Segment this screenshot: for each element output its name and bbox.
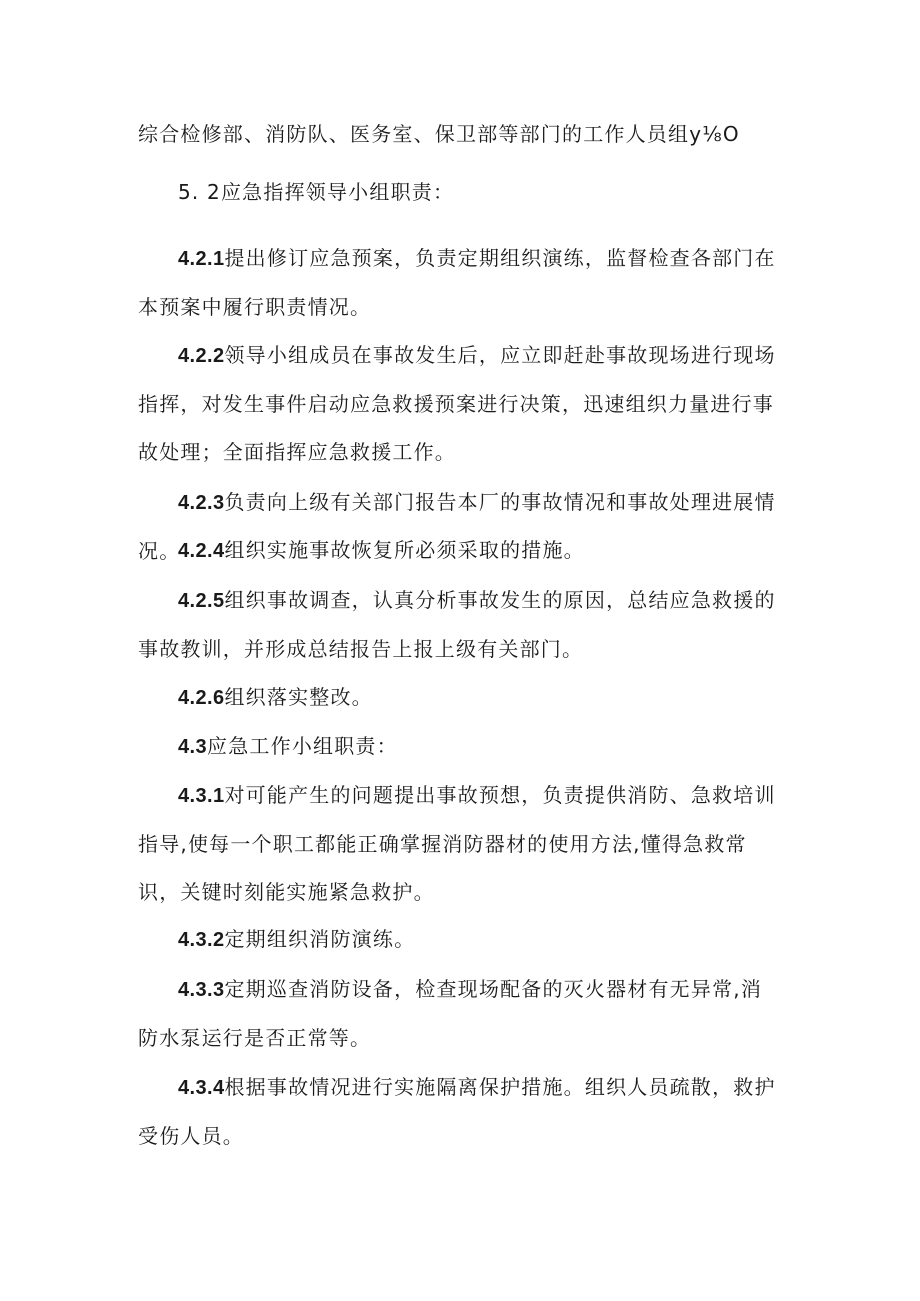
- clause-number: 4.3: [178, 736, 208, 758]
- paragraph-4-3-3: [138, 965, 782, 1062]
- clause-number: 4.2.1: [178, 248, 225, 270]
- paragraph-4-2-4: [138, 526, 782, 575]
- paragraph-4-2-2: [138, 331, 782, 476]
- paragraph-text: 应急工作小组职责：: [207, 734, 398, 758]
- clause-number: 4.2.5: [178, 590, 225, 612]
- clause-number: 4.3.2: [178, 929, 225, 951]
- clause-number: 4.2.3: [178, 492, 225, 514]
- paragraph-text: 负责向上级有关部门报告本厂的事故情况和事故处理进展情况。: [138, 490, 776, 563]
- clause-number: 4.2.4: [178, 540, 225, 562]
- paragraph-text: 组织实施事故恢复所必须采取的措施。: [224, 538, 585, 562]
- paragraph-text: 领导小组成员在事故发生后，应立即赶赴事故现场进行现场指挥，对发生事件启动应急救援预案进行决策，迅速组织力量进行事故处理；全面指挥应急救援工作。: [138, 343, 776, 464]
- paragraph-text: 组织落实整改。: [224, 685, 373, 709]
- paragraph-4-3-4: [138, 1063, 782, 1160]
- paragraph-text: 组织事故调查，认真分析事故发生的原因，总结应急救援的事故教训，并形成总结报告上报上级有关部门。: [138, 588, 776, 661]
- paragraph-text: 定期组织消防演练。: [224, 927, 416, 951]
- paragraph-4-2-5: [138, 576, 782, 673]
- clause-number: 4.3.4: [178, 1077, 225, 1099]
- clause-number: 4.3.3: [178, 979, 225, 1001]
- clause-number: 4.2.2: [178, 345, 225, 367]
- paragraph-4-2-6: [138, 673, 782, 722]
- paragraph-text: 定期巡查消防设备，检查现场配备的灭火器材有无异常,消防水泵运行是否正常等。: [138, 977, 763, 1050]
- paragraph-text: 根据事故情况进行实施隔离保护措施。组织人员疏散，救护受伤人员。: [138, 1075, 776, 1148]
- section-heading-leadership-duties: [138, 168, 782, 216]
- paragraph-text: 提出修订应急预案，负责定期组织演练，监督检查各部门在本预案中履行职责情况。: [138, 246, 776, 319]
- paragraph-text: 综合检修部、消防队、医务室、保卫部等部门的工作人员组y⅛O: [138, 122, 740, 146]
- paragraph-4-3-2: [138, 915, 782, 964]
- paragraph-text: 对可能产生的问题提出事故预想，负责提供消防、急救培训指导,使每一个职工都能正确掌握消防器材的使用方法,懂得急救常识，关键时刻能实施紧急救护。: [138, 783, 776, 904]
- paragraph-continuation: [138, 110, 782, 158]
- paragraph-4-3-1: [138, 771, 782, 916]
- clause-number: 4.3.1: [178, 785, 225, 807]
- paragraph-text: 5. 2应急指挥领导小组职责：: [178, 180, 455, 204]
- section-heading-work-group-duties: [138, 722, 782, 771]
- paragraph-4-2-1: [138, 234, 782, 331]
- clause-number: 4.2.6: [178, 687, 225, 709]
